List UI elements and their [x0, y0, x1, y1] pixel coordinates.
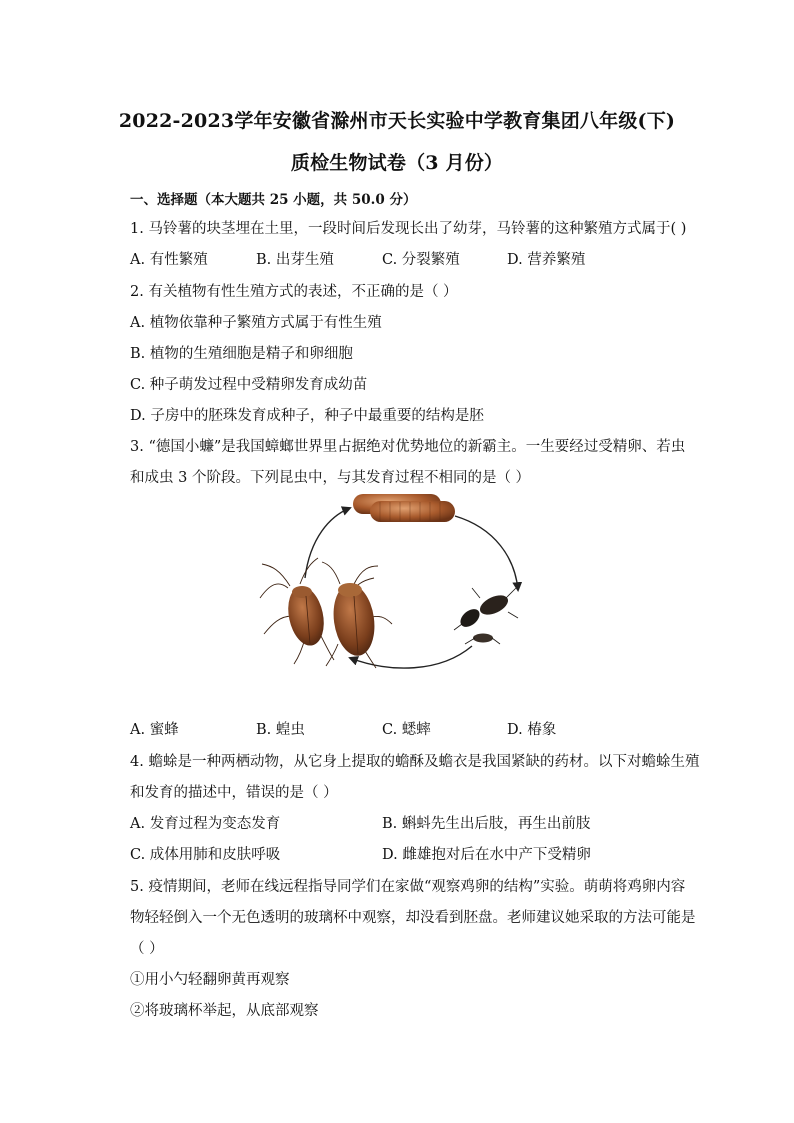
q4-option-a: A. 发育过程为变态发育	[130, 816, 281, 832]
exam-title-line-2: 质检生物试卷（3 月份）	[290, 152, 504, 174]
cockroach-life-cycle-figure	[250, 488, 550, 688]
q2-option-d: D. 子房中的胚珠发育成种子，种子中最重要的结构是胚	[130, 408, 484, 424]
q3-stem-line-2: 和成虫 3 个阶段。下列昆虫中，与其发育过程不相同的是（ ）	[130, 470, 531, 486]
q3-options	[130, 718, 690, 738]
arrow-adult-to-egg	[305, 508, 350, 578]
q1-stem: 1. 马铃薯的块茎埋在土里，一段时间后发现长出了幼芽，马铃薯的这种繁殖方式属于( )	[130, 221, 687, 237]
q3-option-c: C. 蟋蟀	[382, 722, 431, 738]
q3-option-d: D. 椿象	[507, 722, 557, 738]
nymph-image	[454, 588, 518, 644]
q4-stem-line-1: 4. 蟾蜍是一种两栖动物，从它身上提取的蟾酥及蟾衣是我国紧缺的药材。以下对蟾蜍生殖	[130, 754, 700, 770]
q5-stem-line-1: 5. 疫情期间，老师在线远程指导同学们在家做“观察鸡卵的结构”实验。萌萌将鸡卵内容	[130, 879, 686, 895]
q1-options	[130, 248, 690, 268]
q4-option-d: D. 雌雄抱对后在水中产下受精卵	[382, 847, 591, 863]
q5-stem-line-2: 物轻轻倒入一个无色透明的玻璃杯中观察，却没看到胚盘。老师建议她采取的方法可能是	[130, 910, 696, 926]
egg-case-image	[353, 494, 455, 522]
q1-option-b: B. 出芽生殖	[256, 252, 334, 268]
q5-option-1: ①用小勺轻翻卵黄再观察	[130, 972, 290, 988]
q5-option-2: ②将玻璃杯举起，从底部观察	[130, 1003, 319, 1019]
q2-stem: 2. 有关植物有性生殖方式的表述，不正确的是（ ）	[130, 284, 458, 300]
q4-option-b: B. 蝌蚪先生出后肢，再生出前肢	[382, 816, 591, 832]
q2-option-a: A. 植物依靠种子繁殖方式属于有性生殖	[130, 315, 382, 331]
q1-option-c: C. 分裂繁殖	[382, 252, 460, 268]
q1-option-d: D. 营养繁殖	[507, 252, 586, 268]
q3-stem-line-1: 3. “德国小蠊”是我国蟑螂世界里占据绝对优势地位的新霸主。一生要经过受精卵、若虫	[130, 439, 686, 455]
q5-stem-line-3: （ ）	[130, 941, 164, 957]
q3-option-b: B. 蝗虫	[256, 722, 305, 738]
q3-option-a: A. 蜜蜂	[130, 722, 179, 738]
q4-options-row-1	[130, 812, 690, 832]
q4-options-row-2	[130, 843, 690, 863]
arrow-egg-to-nymph	[455, 516, 518, 590]
exam-title-line-1: 2022-2023学年安徽省滁州市天长实验中学教育集团八年级(下)	[118, 110, 676, 132]
q2-option-c: C. 种子萌发过程中受精卵发育成幼苗	[130, 377, 368, 393]
q4-option-c: C. 成体用肺和皮肤呼吸	[130, 847, 281, 863]
section-heading: 一、选择题（本大题共 25 小题，共 50.0 分）	[130, 192, 417, 208]
q2-option-b: B. 植物的生殖细胞是精子和卵细胞	[130, 346, 353, 362]
adult-cockroach-image	[260, 558, 392, 668]
q4-stem-line-2: 和发育的描述中，错误的是（ ）	[130, 785, 338, 801]
q1-option-a: A. 有性繁殖	[130, 252, 208, 268]
